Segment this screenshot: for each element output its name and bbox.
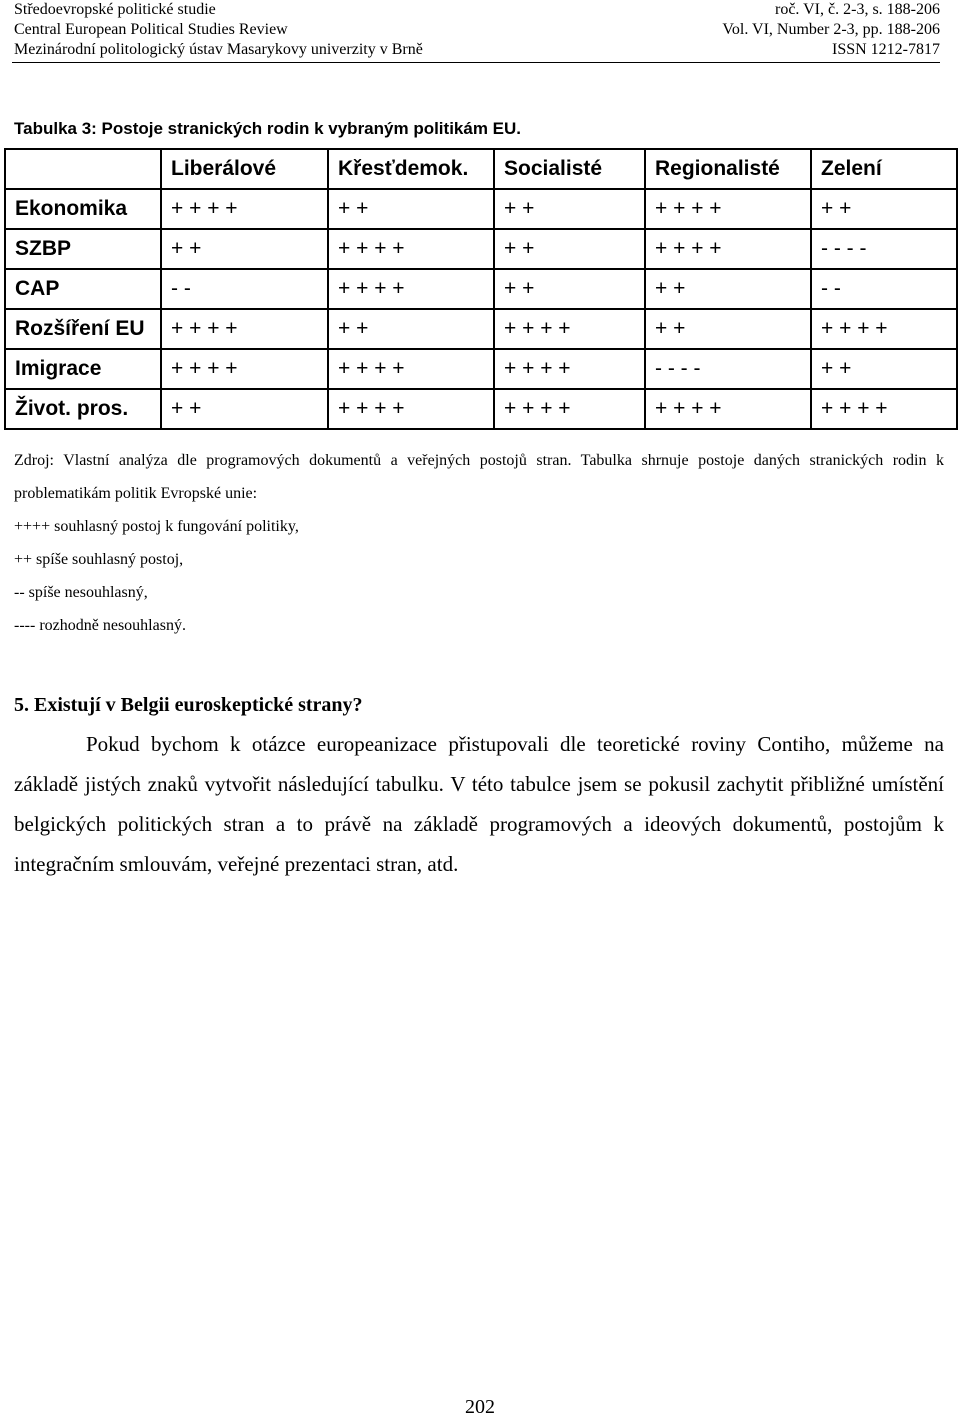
running-header [14,0,940,60]
table-cell: + + + + [328,389,494,429]
header-cell-liberals: Liberálové [161,149,328,189]
table-cell: + + + + [645,389,811,429]
table-cell: + + [645,269,811,309]
row-label: CAP [5,269,161,309]
table-cell: + + [161,229,328,269]
issn: ISSN 1212-7817 [831,41,940,58]
legend-item: ++++ souhlasný postoj k fungování politiky, [14,518,299,535]
table-row [5,269,957,309]
table-cell: + + + + [161,349,328,389]
journal-title-czech: Středoevropské politické studie [14,1,216,18]
table-cell: + + [645,309,811,349]
table-caption: Tabulka 3: Postoje stranických rodin k vybraným politikám EU. [14,119,522,138]
table-cell: + + + + [328,349,494,389]
table-cell: - - - - [645,349,811,389]
body-paragraph: Pokud bychom k otázce europeanizace přistupovali dle teoretické roviny Contiho, můžeme na základě jistých znaků vytvořit následující tabulku. V této tabulce jsem se pokusil zachytit přibližné umístění belgických politických stran a to právě na základě programových a ideových dokumentů, postojům k integračním smlouvám, veřejné prezentaci stran, atd. [14,732,944,876]
table-cell: + + + + [645,189,811,229]
table-cell: - - - - [811,229,957,269]
table-row [5,349,957,389]
table-row [5,309,957,349]
row-label: Rozšíření EU [5,309,161,349]
table-cell: + + + + [328,269,494,309]
table-cell: - - [161,269,328,309]
source-note: Zdroj: Vlastní analýza dle programových dokumentů a veřejných postojů stran. Tabulka shrnuje postoje daných stranických rodin k problematikám politik Evropské unie: [14,452,944,502]
legend-item: ---- rozhodně nesouhlasný. [14,617,186,634]
table-cell: + + [494,189,645,229]
running-header-line-2 [14,20,940,40]
institute-name: Mezinárodní politologický ústav Masarykovy univerzity v Brně [14,41,423,58]
header-divider [12,62,940,63]
row-label: Ekonomika [5,189,161,229]
running-header-line-1 [14,0,940,20]
table-cell: + + + + [328,229,494,269]
table-cell: + + [161,389,328,429]
header-cell-greens: Zelení [811,149,957,189]
table-row [5,189,957,229]
header-cell-regionalists: Regionalisté [645,149,811,189]
table-row [5,389,957,429]
table-notes [14,444,944,642]
issue-info-english: Vol. VI, Number 2-3, pp. 188-206 [722,21,940,38]
page-number: 202 [465,1396,495,1418]
table-cell: + + [811,189,957,229]
table-cell: + + + + [494,349,645,389]
table-cell: + + + + [494,389,645,429]
table-cell: + + + + [811,389,957,429]
table-cell: - - [811,269,957,309]
table-cell: + + [811,349,957,389]
legend-item: ++ spíše souhlasný postoj, [14,551,184,568]
table-cell: + + + + [645,229,811,269]
table-cell: + + + + [161,189,328,229]
table-cell: + + + + [811,309,957,349]
journal-title-english: Central European Political Studies Review [14,21,288,38]
header-cell-christian-democrats: Křesťdemok. [328,149,494,189]
table-row [5,229,957,269]
party-stances-table [4,148,958,430]
table-cell: + + + + [494,309,645,349]
row-label: Život. pros. [5,389,161,429]
header-cell-empty [5,149,161,189]
table-header-row [5,149,957,189]
section-heading: 5. Existují v Belgii euroskeptické strany? [14,694,363,716]
row-label: Imigrace [5,349,161,389]
table-cell: + + [328,189,494,229]
legend-item: -- spíše nesouhlasný, [14,584,148,601]
table-cell: + + [494,269,645,309]
table-cell: + + [494,229,645,269]
issue-info-czech: roč. VI, č. 2-3, s. 188-206 [774,1,940,18]
row-label: SZBP [5,229,161,269]
running-header-line-3 [14,40,940,60]
table-cell: + + + + [161,309,328,349]
header-cell-socialists: Socialisté [494,149,645,189]
table-cell: + + [328,309,494,349]
